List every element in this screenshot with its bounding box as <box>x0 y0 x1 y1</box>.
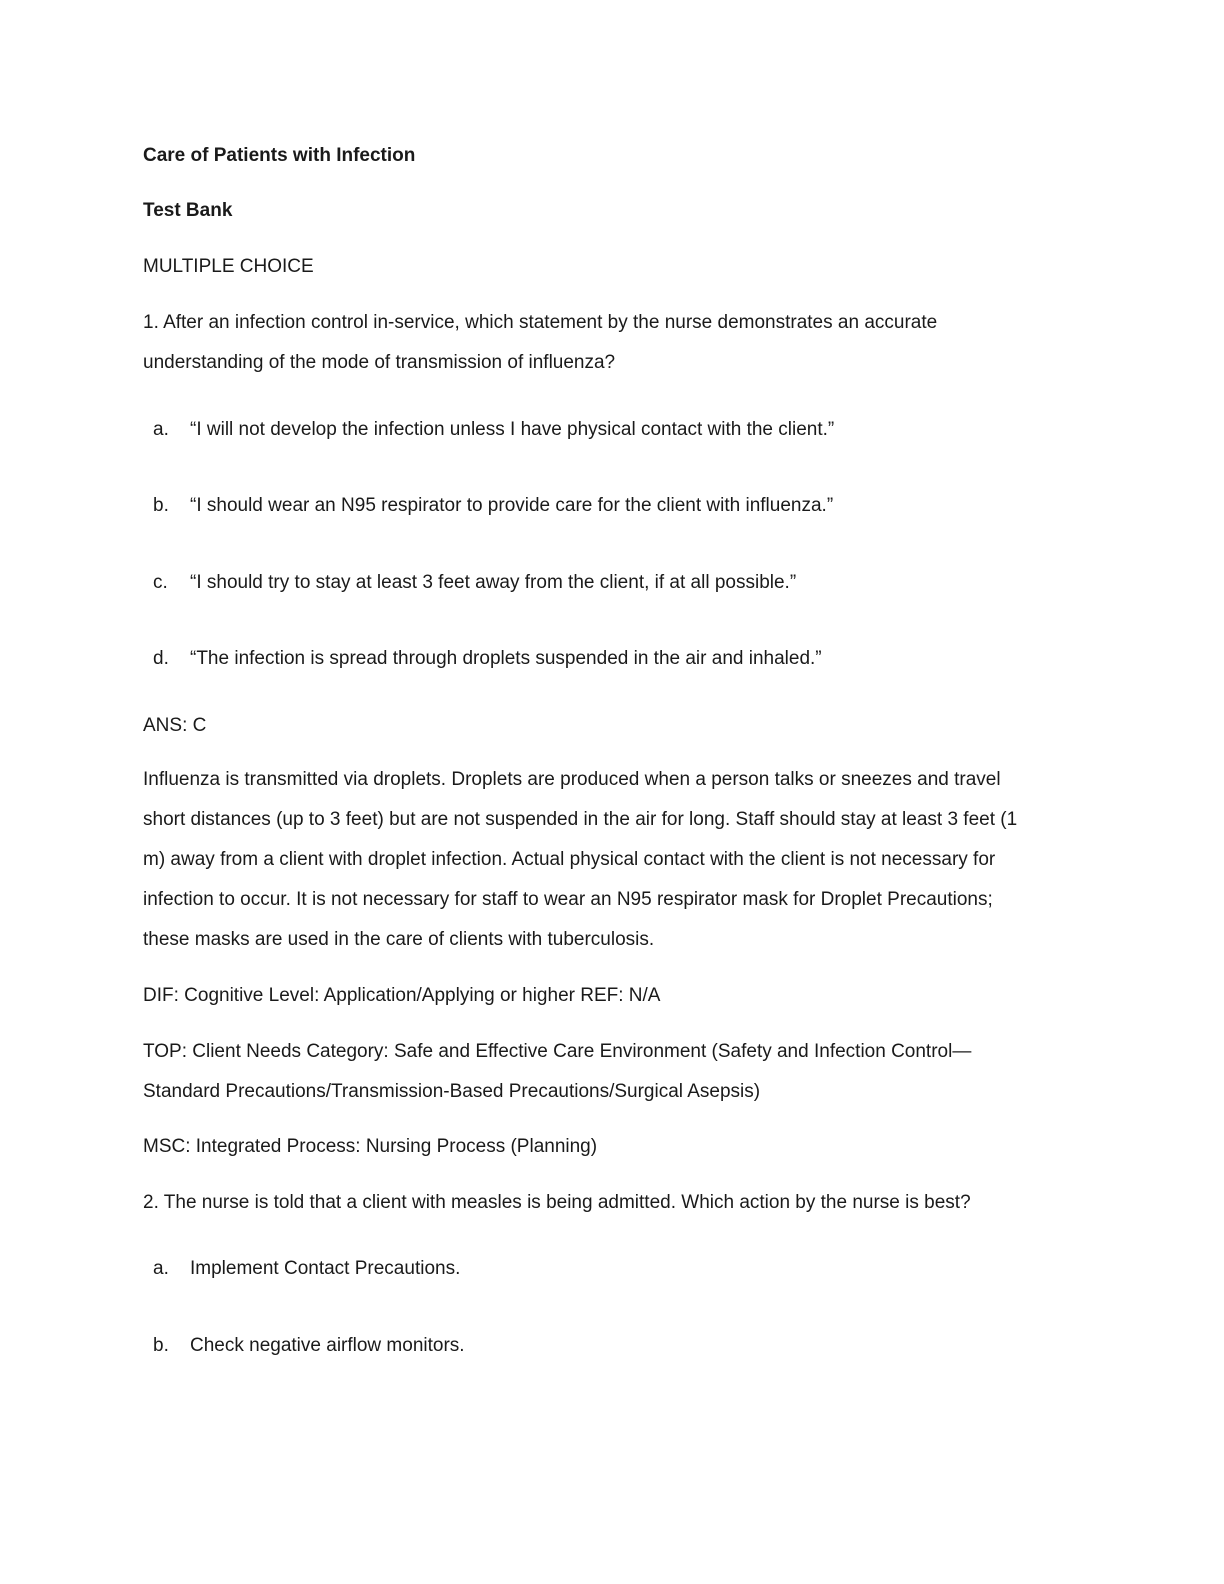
option-text: “I will not develop the infection unless I have physical contact with the client.” <box>190 419 835 440</box>
rationale-line: infection to occur. It is not necessary for staff to wear an N95 respirator mask for Droplet Precautions; <box>143 889 993 910</box>
rationale-line: Influenza is transmitted via droplets. Droplets are produced when a person talks or sneezes and travel <box>143 769 1001 790</box>
option-letter: d. <box>153 648 169 669</box>
document-title: Care of Patients with Infection <box>143 145 416 166</box>
option-text: Check negative airflow monitors. <box>190 1335 465 1356</box>
question-1-difficulty: DIF: Cognitive Level: Application/Applying or higher REF: N/A <box>143 985 661 1006</box>
question-1-stem <box>143 303 1083 383</box>
option-letter: b. <box>153 495 169 516</box>
option-text: Implement Contact Precautions. <box>190 1258 461 1279</box>
topic-line: TOP: Client Needs Category: Safe and Effective Care Environment (Safety and Infection Control— <box>143 1041 972 1062</box>
topic-line: Standard Precautions/Transmission-Based Precautions/Surgical Asepsis) <box>143 1081 761 1102</box>
rationale-line: these masks are used in the care of clients with tuberculosis. <box>143 929 655 950</box>
option-letter: c. <box>153 572 168 593</box>
rationale-line: short distances (up to 3 feet) but are not suspended in the air for long. Staff should stay at least 3 feet (1 <box>143 809 1018 830</box>
option-text: “The infection is spread through droplets suspended in the air and inhaled.” <box>190 648 822 669</box>
question-1-rationale <box>143 760 1083 960</box>
question-1-stem-line: understanding of the mode of transmission of influenza? <box>143 352 616 373</box>
document-subtitle: Test Bank <box>143 200 233 221</box>
option-text: “I should wear an N95 respirator to provide care for the client with influenza.” <box>190 495 834 516</box>
option-letter: a. <box>153 419 169 440</box>
option-text: “I should try to stay at least 3 feet away from the client, if at all possible.” <box>190 572 797 593</box>
option-letter: b. <box>153 1335 169 1356</box>
question-1-topic <box>143 1032 1083 1112</box>
question-1-stem-line: 1. After an infection control in-service, which statement by the nurse demonstrates an accurate <box>143 312 938 333</box>
rationale-line: m) away from a client with droplet infection. Actual physical contact with the client is not necessary for <box>143 849 996 870</box>
question-1-msc: MSC: Integrated Process: Nursing Process (Planning) <box>143 1136 598 1157</box>
option-letter: a. <box>153 1258 169 1279</box>
question-1-answer: ANS: C <box>143 715 207 736</box>
question-2-stem: 2. The nurse is told that a client with measles is being admitted. Which action by the nurse is best? <box>143 1192 971 1213</box>
section-heading: MULTIPLE CHOICE <box>143 256 314 277</box>
